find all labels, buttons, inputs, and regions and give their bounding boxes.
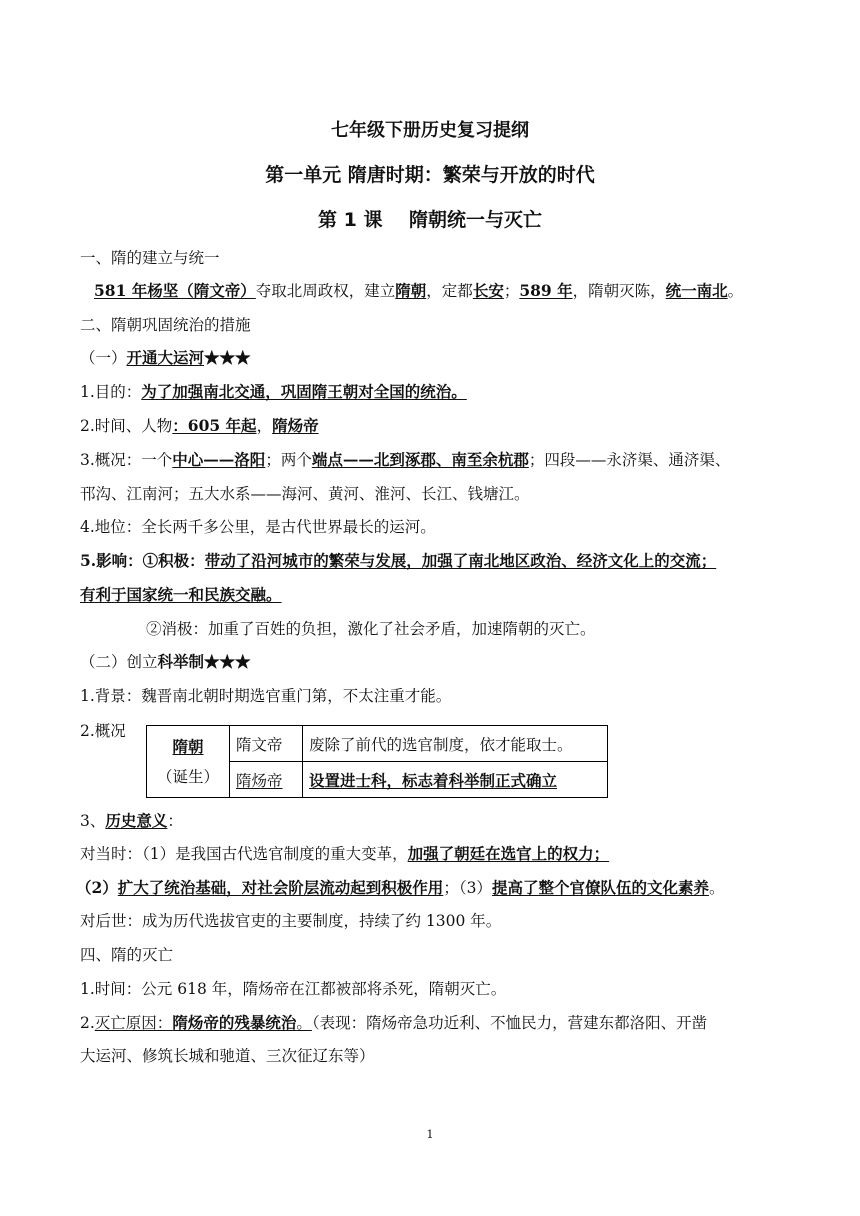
page-number: 1 <box>426 1128 434 1141</box>
paragraph: 1.时间：公元 618 年，隋炀帝在江都被部将杀死，隋朝灭亡。 <box>80 980 507 998</box>
table-cell: 废除了前代的选官制度，依才能取士。 <box>303 726 608 762</box>
paragraph: 4.地位：全长两千多公里，是古代世界最长的运河。 <box>80 518 436 536</box>
paragraph: 2.时间、人物：605 年起，隋炀帝 <box>80 416 319 435</box>
table-cell: 隋朝 （诞生） <box>147 726 230 798</box>
paragraph: 581 年杨坚（隋文帝）夺取北周政权，建立隋朝，定都长安；589 年，隋朝灭陈，统一南北。 <box>94 281 744 300</box>
paragraph: 对后世：成为历代选拔官吏的主要制度，持续了约 1300 年。 <box>80 912 502 930</box>
paragraph: 2.概况 <box>80 722 126 740</box>
document-title: 七年级下册历史复习提纲 <box>331 120 529 141</box>
paragraph: 邗沟、江南河；五大水系——海河、黄河、淮河、长江、钱塘江。 <box>80 485 530 503</box>
keju-table <box>146 725 608 798</box>
paragraph: 5.影响：①积极：带动了沿河城市的繁荣与发展，加强了南北地区政治、经济文化上的交流； <box>80 551 717 570</box>
paragraph: 3.概况：一个中心——洛阳；两个端点——北到涿郡、南至余杭郡；四段——永济渠、通济渠、 <box>80 450 731 469</box>
section-heading: 四、隋的灭亡 <box>80 946 174 964</box>
table-cell: 隋文帝 <box>230 726 303 762</box>
paragraph: 对当时：（1）是我国古代选官制度的重大变革，加强了朝廷在选官上的权力； <box>80 844 610 863</box>
table-cell: 隋炀帝 <box>230 762 303 798</box>
paragraph: （2）扩大了统治基础，对社会阶层流动起到积极作用；（3）提高了整个官僚队伍的文化素养。 <box>76 878 725 897</box>
paragraph: ②消极：加重了百姓的负担，激化了社会矛盾，加速隋朝的灭亡。 <box>146 620 596 638</box>
paragraph: 有利于国家统一和民族交融。 <box>80 585 282 604</box>
section-heading: 一、隋的建立与统一 <box>80 249 220 267</box>
subsection-heading: （二）创立科举制★★★ <box>80 652 251 671</box>
section-heading: 二、隋朝巩固统治的措施 <box>80 316 251 334</box>
paragraph: 1.目的：为了加强南北交通，巩固隋王朝对全国的统治。 <box>80 382 467 401</box>
subsection-heading: （一）开通大运河★★★ <box>80 348 251 367</box>
table-cell: 设置进士科，标志着科举制正式确立 <box>303 762 608 798</box>
paragraph: 大运河、修筑长城和驰道、三次征辽东等） <box>80 1047 375 1065</box>
paragraph: 2.灭亡原因：隋炀帝的残暴统治。（表现：隋炀帝急功近利、不恤民力，营建东都洛阳、开凿 <box>80 1013 708 1032</box>
paragraph: 1.背景：魏晋南北朝时期选官重门第，不太注重才能。 <box>80 687 452 705</box>
paragraph: 3、历史意义： <box>80 811 183 830</box>
unit-heading: 第一单元 隋唐时期：繁荣与开放的时代 <box>265 164 595 186</box>
lesson-heading: 第 1 课 隋朝统一与灭亡 <box>318 209 542 231</box>
